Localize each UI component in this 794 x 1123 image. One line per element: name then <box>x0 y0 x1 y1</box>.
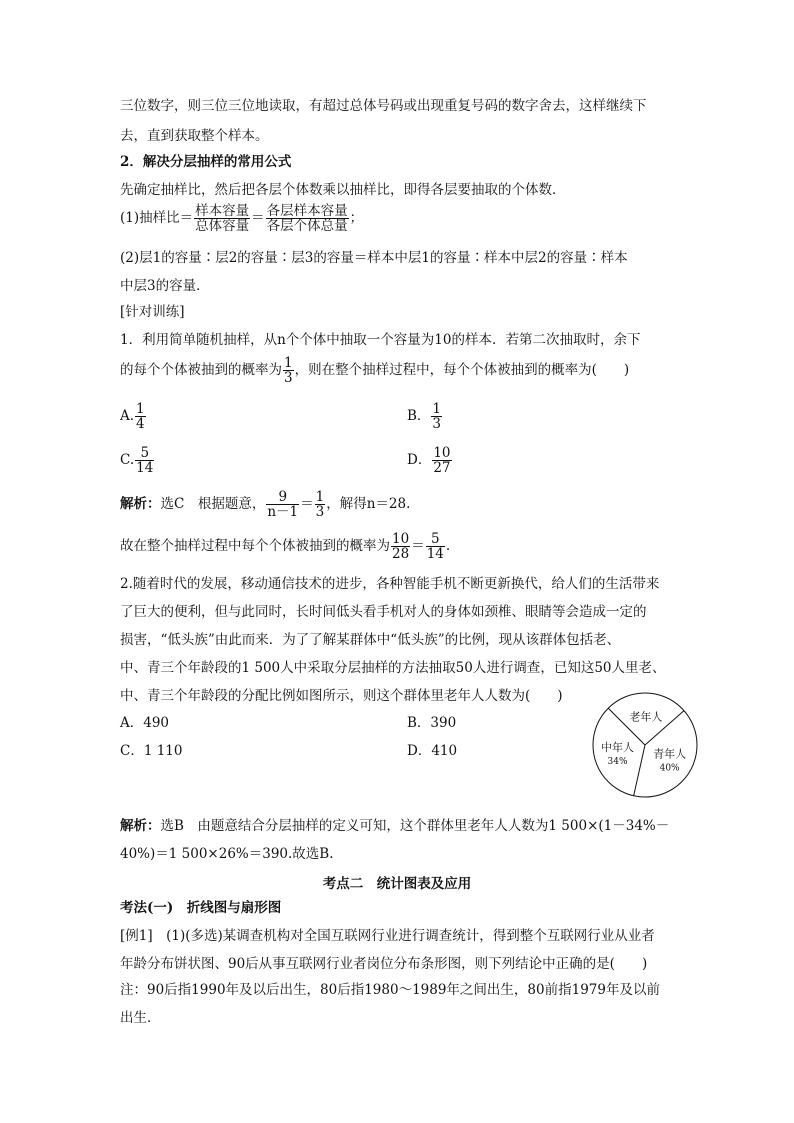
option-a: A．490 <box>120 715 170 731</box>
question-1-line: 1．利用简单随机抽样，从n个个体中抽取一个容量为10的样本．若第二次抽取时，余下 <box>120 332 641 348</box>
paragraph-line: 去，直到获取整个样本。 <box>120 128 269 144</box>
denominator: 14 <box>136 460 154 477</box>
fraction <box>432 446 451 475</box>
example-line: [例1] (1)(多选)某调查机构对全国互联网行业进行调查统计，得到整个互联网行业从业者 <box>120 928 655 944</box>
numerator: 5 <box>426 532 445 547</box>
solution-1-conclusion <box>120 532 450 561</box>
pie-slice-label: 老年人 <box>629 710 663 724</box>
pie-slice-label: 中年人 <box>601 740 635 754</box>
numerator: 1 <box>136 401 145 417</box>
fraction <box>135 446 154 475</box>
numerator: 9 <box>266 490 299 505</box>
numerator: 各层样本容量 <box>266 203 348 219</box>
equals-sign: ＝ <box>300 496 314 513</box>
numerator: 5 <box>135 446 154 461</box>
option-d <box>407 446 453 475</box>
denominator: 4 <box>136 416 145 433</box>
fraction <box>391 532 410 561</box>
formula-prefix: (1)抽样比＝ <box>120 210 194 227</box>
denominator: 3 <box>432 416 442 433</box>
question-2-line: 了巨大的便利，但与此同时，长时间低头看手机对人的身体如颈椎、眼睛等会造成一定的 <box>120 604 647 620</box>
pie-slice-label: 青年人 <box>653 747 687 761</box>
formula-end: ； <box>349 210 364 227</box>
fraction <box>426 532 445 561</box>
option-c: C．1 110 <box>120 743 183 759</box>
solution-text: 故在整个抽样过程中每个个体被抽到的概率为 <box>120 538 390 555</box>
fraction <box>431 402 442 431</box>
solution-2 <box>120 816 669 836</box>
section-heading: 2．解决分层抽样的常用公式 <box>120 154 292 170</box>
denominator: 27 <box>433 460 451 477</box>
solution-2-line: 40%)＝1 500×26%＝390.故选B. <box>120 846 334 862</box>
denominator: 总体容量 <box>195 218 250 235</box>
denominator: 28 <box>392 546 410 563</box>
section-title: 考点二 统计图表及应用 <box>322 876 472 892</box>
pie-slice-value-label: 34% <box>607 756 628 767</box>
solution-label: 解析： <box>120 818 161 834</box>
question-2-line: 2.随着时代的发展，移动通信技术的进步，各种智能手机不断更新换代，给人们的生活带来 <box>120 576 660 592</box>
denominator: n－1 <box>267 504 299 521</box>
fraction <box>135 402 146 431</box>
solution-label: 解析： <box>120 496 161 513</box>
solution-text: 选C 根据题意， <box>160 496 266 513</box>
equals-sign: ＝ <box>251 210 265 227</box>
denominator: 3 <box>315 504 325 521</box>
solution-text: ，解得n＝28. <box>326 496 411 513</box>
numerator: 1 <box>432 401 442 417</box>
question-2-line: 损害，“低头族”由此而来．为了了解某群体中“低头族”的比例，现从该群体包括老、 <box>120 632 621 648</box>
fraction <box>266 490 299 519</box>
paragraph-line: 三位数字，则三位三位地读取，有超过总体号码或出现重复号码的数字舍去，这样继续下 <box>120 98 647 114</box>
equals-sign: ＝ <box>411 538 425 555</box>
solution-1 <box>120 490 410 519</box>
fraction <box>266 204 349 233</box>
question-2-line: 中、青三个年龄段的分配比例如图所示，则这个群体里老年人人数为( ) <box>120 688 563 704</box>
age-distribution-pie-chart <box>580 690 710 800</box>
question-text: ，则在整个抽样过程中，每个个体被抽到的概率为( ) <box>294 362 630 379</box>
numerator: 1 <box>315 489 325 505</box>
formula-sampling-ratio <box>120 204 363 233</box>
question-2-line: 中、青三个年龄段的1 500人中采取分层抽样的方法抽取50人进行调查，已知这50人里老、 <box>120 660 666 676</box>
paragraph-line: 中层3的容量． <box>120 278 210 294</box>
note-line: 出生． <box>120 1010 161 1026</box>
solution-text: 选B 由题意结合分层抽样的定义可知，这个群体里老年人人数为1 500×(1－34%－ <box>160 818 670 834</box>
denominator: 各层个体总量 <box>266 218 348 235</box>
fraction <box>283 356 294 385</box>
option-b: B．390 <box>407 715 457 731</box>
option-letter: D． <box>407 452 432 469</box>
option-c <box>120 446 155 475</box>
method-heading: 考法(一) 折线图与扇形图 <box>120 900 282 916</box>
numerator: 10 <box>433 445 451 461</box>
solution-text: . <box>445 538 451 555</box>
fraction <box>315 490 326 519</box>
numerator: 样本容量 <box>195 203 250 219</box>
option-letter: A. <box>120 408 135 425</box>
pie-slice-value-label: 40% <box>659 763 680 774</box>
question-1-line <box>120 356 629 385</box>
paragraph-line: 先确定抽样比，然后把各层个体数乘以抽样比，即得各层要抽取的个体数． <box>120 182 566 198</box>
paragraph-line: (2)层1的容量∶层2的容量∶层3的容量＝样本中层1的容量∶样本中层2的容量∶样本 <box>120 250 628 266</box>
example-line: 年龄分布饼状图、90后从事互联网行业者岗位分布条形图，则下列结论中正确的是( ) <box>120 956 648 972</box>
training-tag: [针对训练] <box>120 304 185 320</box>
option-d: D．410 <box>407 743 458 759</box>
numerator: 10 <box>392 531 410 547</box>
question-text: 的每个个体被抽到的概率为 <box>120 362 282 379</box>
note-line: 注：90后指1990年及以后出生，80后指1980～1989年之间出生，80前指1979年及以前 <box>120 982 660 998</box>
option-a <box>120 402 147 431</box>
option-b <box>407 402 443 431</box>
option-letter: C. <box>120 452 135 469</box>
denominator: 14 <box>426 546 444 563</box>
option-letter: B． <box>407 408 431 425</box>
numerator: 1 <box>284 355 293 371</box>
denominator: 3 <box>284 370 293 387</box>
fraction <box>194 204 250 233</box>
